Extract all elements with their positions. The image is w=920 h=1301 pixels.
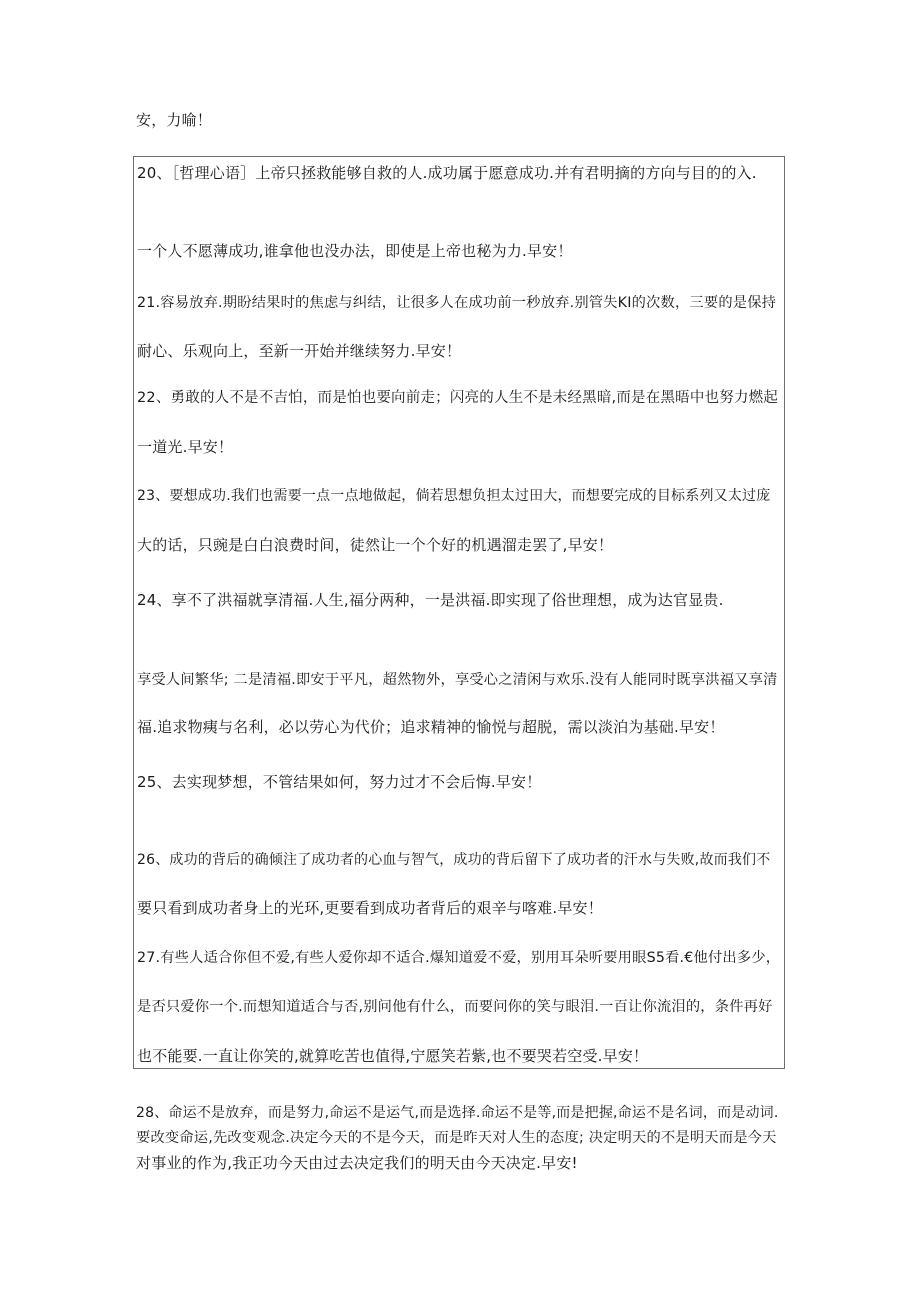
- intro-tail: 安，力喻！: [136, 111, 213, 129]
- quote-21-line-1: 21.容易放弃.期盼结果时的焦虑与纠结，让很多人在成功前一秒放弃.别管失KI的次数，三要的是保持: [137, 295, 777, 311]
- quote-28-line-1: 28、命运不是放弃，而是努力,命运不是运气,而是选择.命运不是等,而是把握,命运不是名词，而是动词.: [136, 1105, 779, 1121]
- quote-26-line-1: 26、成功的背后的确倾注了成功者的心血与智气，成功的背后留下了成功者的汗水与失败,故而我们不: [137, 852, 771, 868]
- quote-26-line-2: 要只看到成功者身上的光环,更要看到成功者背后的艰辛与喀难.早安！: [137, 899, 603, 917]
- quote-24-line-2: 享受人间繁华; 二是清福.即安于平凡，超然物外，享受心之清闲与欢乐.没有人能同时既享洪福又享清: [137, 672, 778, 688]
- quote-25-line-1: 25、去实现梦想，不管结果如何，努力过才不会后悔.早安！: [137, 773, 542, 791]
- quote-24-line-3: 福.追求物痍与名利，必以劳心为代价；追求精神的愉悦与超脱，需以淡泊为基础.早安！: [137, 718, 725, 736]
- quote-22-line-2: 一道光.早安！: [137, 438, 234, 456]
- quote-24-line-1: 24、享不了洪福就享清福.人生,福分两种，一是洪福.即实现了俗世理想，成为达官显贵.: [137, 591, 724, 609]
- quote-20-line-1: 20、［哲理心语］上帝只拯救能够自救的人.成功属于愿意成功.并有君明摘的方向与目的的入.: [137, 164, 757, 182]
- quote-21-line-2: 耐心、乐观向上，至新一开始并继续努力.早安！: [137, 342, 462, 360]
- quote-28-line-2: 要改变命运,先改变观念.决定今天的不是今天，而是昨天对人生的态度; 决定明天的不是明天而是今天: [136, 1130, 777, 1146]
- quote-23-line-2: 大的话，只豌是白白浪费时间，徒然让一个个好的机遇溜走罢了,早安！: [137, 536, 614, 554]
- quotes-box: [133, 156, 785, 1069]
- quote-22-line-1: 22、勇敢的人不是不吉怕，而是怕也要向前走；闪亮的人生不是未经黑暗,而是在黑晤中也努力燃起: [137, 390, 779, 406]
- quote-27-line-1: 27.有些人适合你但不爱,有些人爱你却不适合.爆知道爱不爱，别用耳朵听要用眼S5看.€他付出多少，: [137, 950, 781, 966]
- quote-20-line-2: 一个人不愿薄成功,谁拿他也没办法，即使是上帝也秘为力.早安！: [137, 242, 573, 260]
- quote-28-line-3: 对事业的作为,我正功今天由过去决定我们的明天由今天决定.早安!: [136, 1154, 578, 1172]
- quote-23-line-1: 23、要想成功.我们也需要一点一点地做起，倘若思想负担太过田大，而想要完成的目标系列又太过庞: [137, 488, 771, 504]
- quote-27-line-2: 是否只爱你一个.而想知道适合与否,别问他有什么，而要问你的笑与眼泪.一百让你流泪的，条件再好: [137, 999, 773, 1015]
- quote-27-line-3: 也不能要.一直让你笑的,就算吃苦也值得,宁愿笑若紫,也不要哭若空受.早安！: [137, 1047, 649, 1065]
